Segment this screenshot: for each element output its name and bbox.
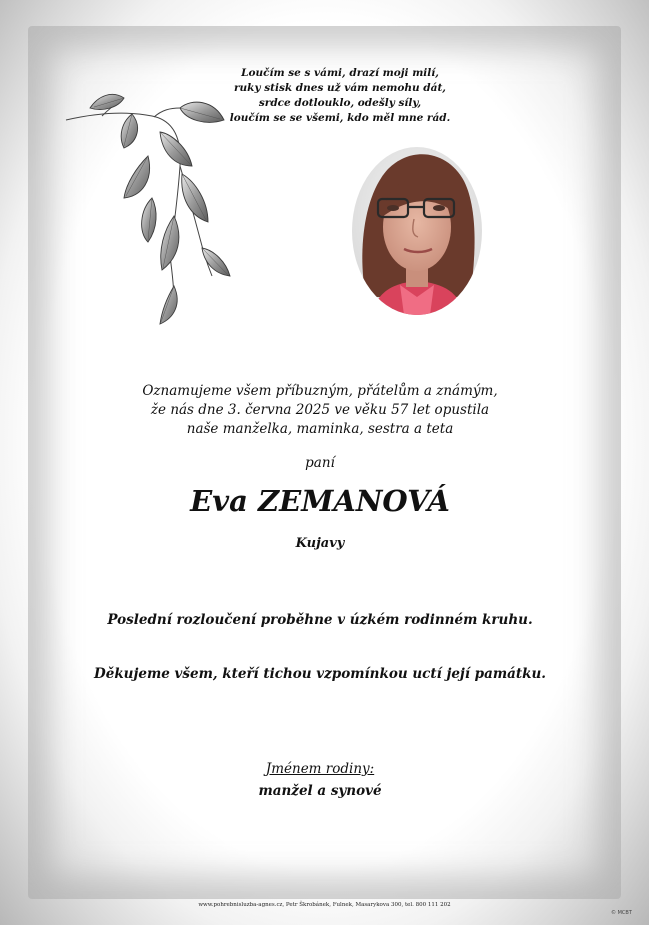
announcement-text <box>100 382 540 439</box>
leaf-branch-icon <box>62 86 242 336</box>
deceased-place: Kujavy <box>295 536 345 551</box>
portrait-photo <box>352 147 482 315</box>
announcement-line: Oznamujeme všem příbuzným, přátelům a známým, <box>142 383 498 399</box>
farewell-notice: Poslední rozloučení proběhne v úzkém rodinném kruhu. <box>107 612 533 628</box>
verse-line: Loučím se s vámi, drazí moji milí, <box>241 67 439 79</box>
family-label: Jménem rodiny: <box>265 761 375 777</box>
announcement-line: že nás dne 3. června 2025 ve věku 57 let opustila <box>150 402 490 418</box>
corner-mark: © MCBT <box>611 910 632 916</box>
announcement-line: naše manželka, maminka, sestra a teta <box>186 421 454 437</box>
verse-line: loučím se se všemi, kdo měl mne rád. <box>229 112 451 124</box>
deceased-name: Eva ZEMANOVÁ <box>190 484 450 518</box>
verse-line: ruky stisk dnes už vám nemohu dát, <box>234 82 446 94</box>
footer-imprint: www.pohrebnisluzba-agnes.cz, Petr Škrobánek, Fulnek, Masarykova 300, tel. 800 111 202 <box>198 902 451 908</box>
verse-line: srdce dotlouklo, odešly síly, <box>258 97 422 109</box>
deceased-title: paní <box>305 455 335 471</box>
thanks-notice: Děkujeme všem, kteří tichou vzpomínkou uctí její památku. <box>94 666 546 682</box>
family-names: manžel a synové <box>258 783 382 799</box>
